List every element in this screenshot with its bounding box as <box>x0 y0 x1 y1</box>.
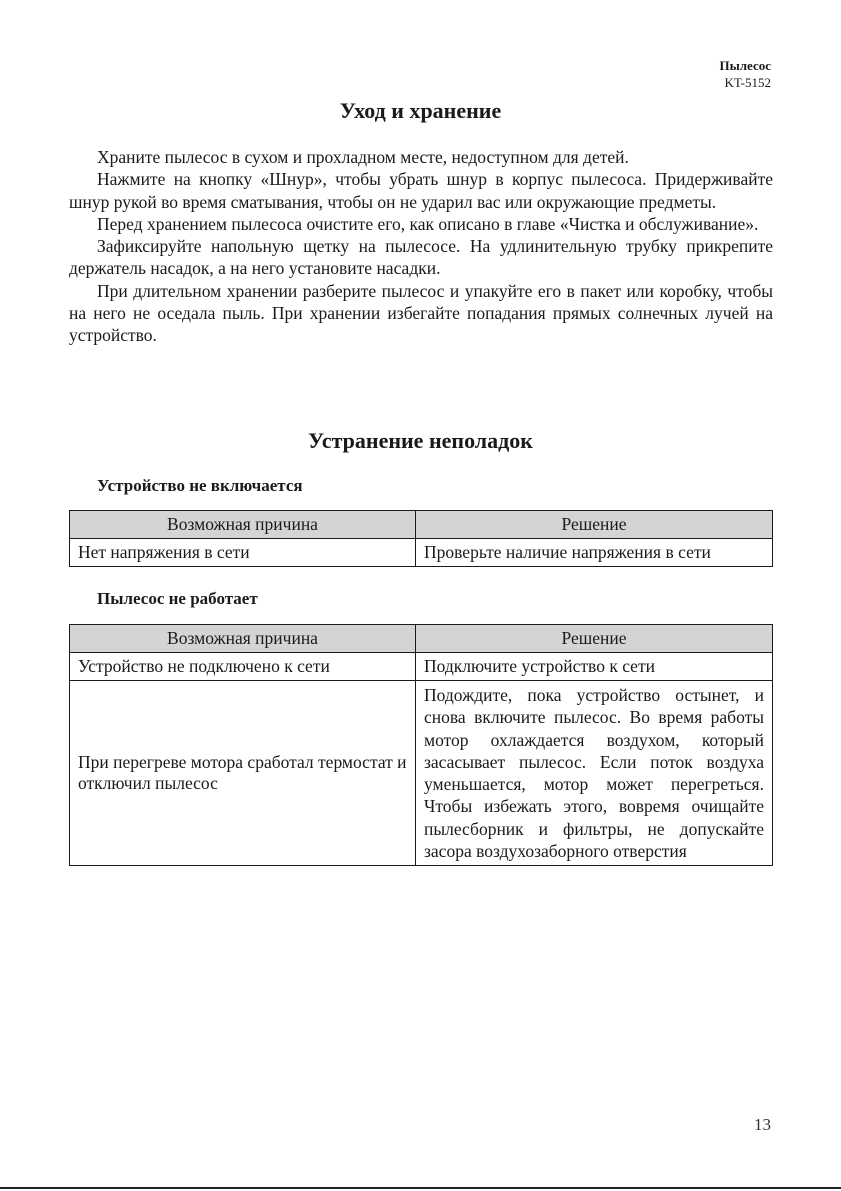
care-paragraph: Зафиксируйте напольную щетку на пылесосе. На удлинительную трубку прикрепите держатель насадок, а на него установите насадки. <box>69 236 773 279</box>
cause-cell: Нет напряжения в сети <box>70 539 416 567</box>
care-paragraph: Нажмите на кнопку «Шнур», чтобы убрать шнур в корпус пылесоса. Придерживайте шнур рукой во время сматывания, чтобы он не ударил вас или окружающие предметы. <box>69 169 773 212</box>
troubleshooting-table <box>69 510 773 567</box>
solution-cell: Подключите устройство к сети <box>416 653 773 681</box>
model-number: KT-5152 <box>724 75 771 90</box>
column-header-solution: Решение <box>416 625 773 653</box>
column-header-cause: Возможная причина <box>70 511 416 539</box>
troubleshooting-table <box>69 624 773 866</box>
cause-cell: При перегреве мотора сработал термостат и отключил пылесос <box>70 681 416 866</box>
care-paragraph: При длительном хранении разберите пылесос и упакуйте его в пакет или коробку, чтобы на него не оседала пыль. При хранении избегайте попадания прямых солнечных лучей на устройство. <box>69 280 773 346</box>
page-number: 13 <box>754 1115 771 1134</box>
care-section-body <box>69 146 773 347</box>
table-row <box>70 539 773 567</box>
column-header-cause: Возможная причина <box>70 625 416 653</box>
table-header-row <box>70 625 773 653</box>
product-name: Пылесос <box>719 58 771 73</box>
care-paragraph: Храните пылесос в сухом и прохладном месте, недоступном для детей. <box>97 147 629 167</box>
table-header-row <box>70 511 773 539</box>
care-paragraph: Перед хранением пылесоса очистите его, как описано в главе «Чистка и обслуживание». <box>97 213 759 234</box>
problem-title: Устройство не включается <box>97 476 303 495</box>
page-bottom-rule <box>0 1187 841 1189</box>
problem-title: Пылесос не работает <box>97 589 258 608</box>
troubleshooting-section-title: Устранение неполадок <box>308 428 533 453</box>
solution-cell: Проверьте наличие напряжения в сети <box>416 539 773 567</box>
care-section-title: Уход и хранение <box>339 98 502 123</box>
table-row <box>70 681 773 866</box>
solution-cell: Подождите, пока устройство остынет, и снова включите пылесос. Во время работы мотор охлаждается воздухом, который засасывает пылесос. Если поток воздуха уменьшается, мотор может перегреться. Чтобы избежать этого, вовремя очищайте пылесборник и фильтры, не допускайте засора воздухозаборного отверстия <box>416 681 773 866</box>
table-row <box>70 653 773 681</box>
page-header <box>719 57 771 91</box>
column-header-solution: Решение <box>416 511 773 539</box>
cause-cell: Устройство не подключено к сети <box>70 653 416 681</box>
